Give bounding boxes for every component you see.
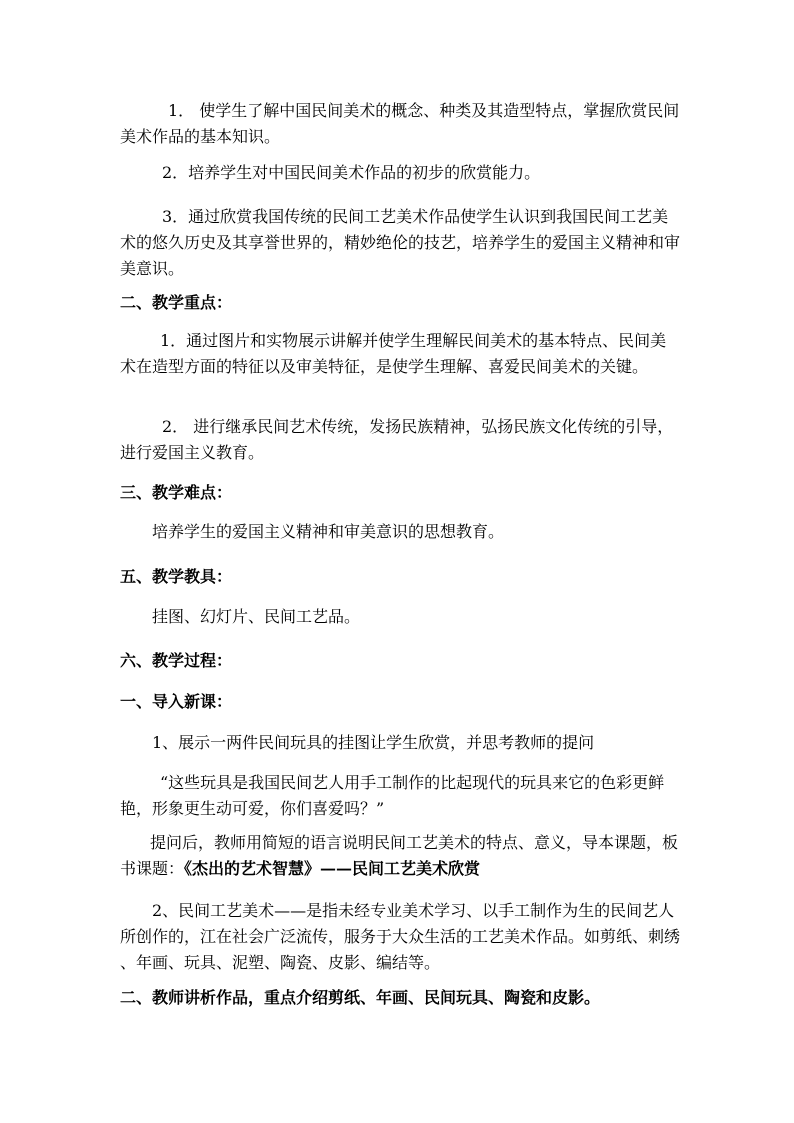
tools-text: 挂图、幻灯片、民间工艺品。 — [152, 607, 361, 626]
step1-quote: “这些玩具是我国民间艺人用手工制作的比起现代的玩具来它的色彩更鲜艳，形象更生动可爱，你们喜爱吗？” — [120, 773, 665, 818]
section-heading-key-points: 二、教学重点： — [120, 293, 233, 312]
step1-after-question — [120, 830, 680, 882]
section-heading-difficulty: 三、教学难点： — [120, 483, 233, 502]
objective-3: 3．通过欣赏我国传统的民间工艺美术作品使学生认识到我国民间工艺美术的悠久历史及其享誉世界的，精妙绝伦的技艺，培养学生的爱国主义精神和审美意识。 — [120, 207, 681, 278]
difficulty-text: 培养学生的爱国主义精神和审美意识的思想教育。 — [152, 522, 505, 541]
step1-after-text: 提问后，教师用简短的语言说明民间工艺美术的特点、意义，导本课题，板书课题： — [120, 833, 679, 878]
step-heading-analysis: 二、教师讲析作品，重点介绍剪纸、年画、民间玩具、陶瓷和皮影。 — [120, 988, 601, 1007]
section-heading-process: 六、教学过程： — [120, 651, 233, 670]
key-point-1: 1．通过图片和实物展示讲解并使学生理解民间美术的基本特点、民间美术在造型方面的特征以及审美特征，是使学生理解、喜爱民间美术的关键。 — [120, 331, 667, 376]
step1-item-2: 2、民间工艺美术——是指未经专业美术学习、以手工制作为生的民间艺人所创作的，江在社会广泛流传，服务于大众生活的工艺美术作品。如剪纸、刺绣 、年画、玩具、泥塑、陶瓷、皮影、编结等。 — [120, 901, 681, 972]
key-point-2: 2． 进行继承民间艺术传统，发扬民族精神，弘扬民族文化传统的引导，进行爱国主义教育。 — [120, 417, 674, 462]
step1-item-1: 1、展示一两件民间玩具的挂图让学生欣赏，并思考教师的提问 — [152, 733, 595, 752]
step-heading-intro: 一、导入新课： — [120, 692, 233, 711]
objective-1: 1． 使学生了解中国民间美术的概念、种类及其造型特点，掌握欣赏民间美术作品的基本知识。 — [120, 101, 680, 146]
objective-2: 2．培养学生对中国民间美术作品的初步的欣赏能力。 — [162, 163, 541, 182]
section-heading-tools: 五、教学教具： — [120, 567, 233, 586]
lesson-title: 《杰出的艺术智慧》——民间工艺美术欣赏 — [184, 859, 481, 878]
